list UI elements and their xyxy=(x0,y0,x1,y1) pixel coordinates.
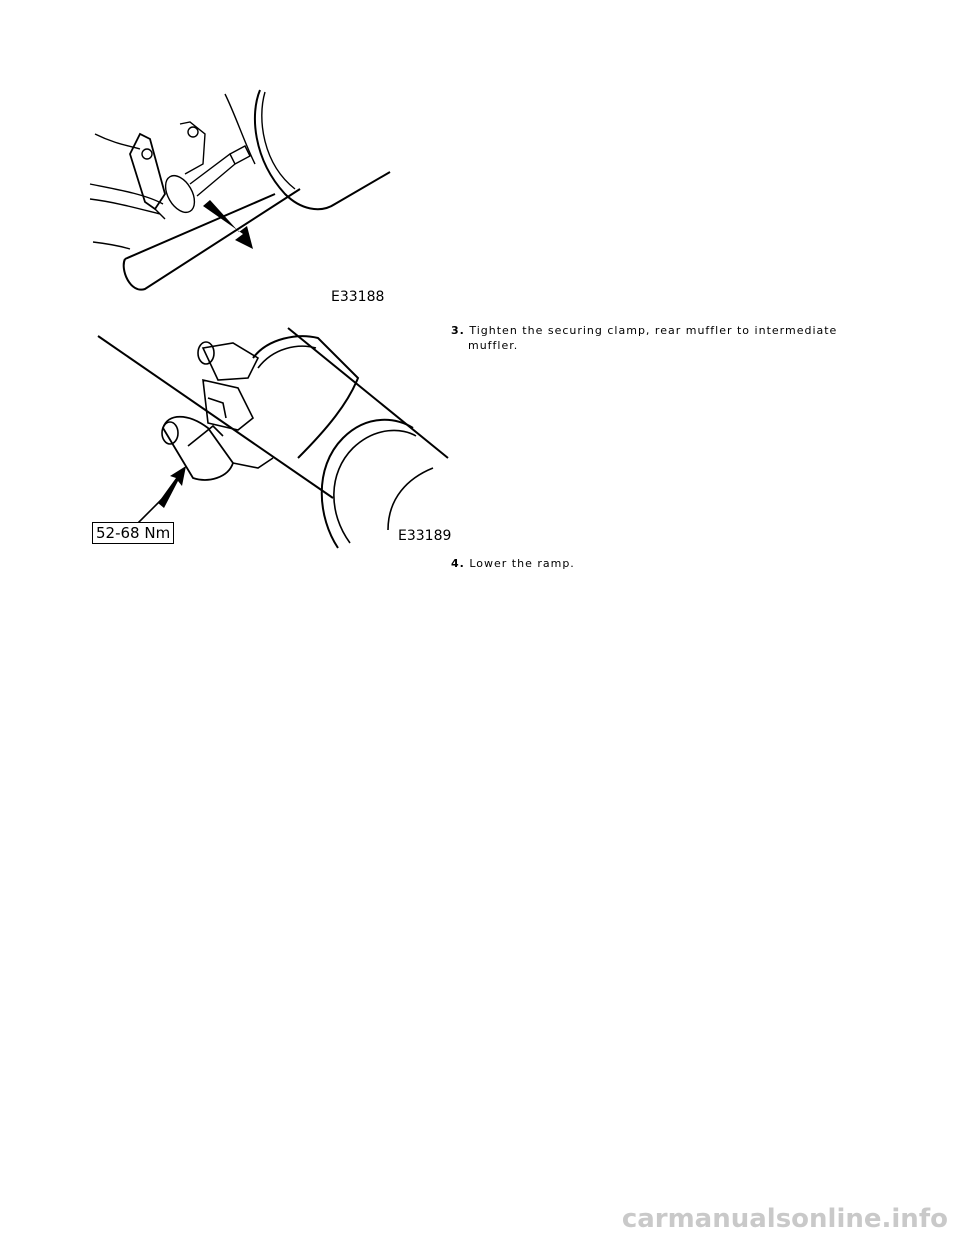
muffler-bracket-illustration xyxy=(85,84,415,314)
arrow-indicator-2 xyxy=(158,466,186,508)
step-3 xyxy=(451,323,851,353)
figure-label-e33189: E33189 xyxy=(398,528,452,544)
step-4 xyxy=(451,556,851,571)
step-3-number: 3. xyxy=(451,324,465,337)
torque-spec-box: 52-68 Nm xyxy=(92,522,174,544)
figure-label-e33188: E33188 xyxy=(331,289,385,305)
figure-e33188 xyxy=(85,84,415,314)
step-3-text-line1: Tighten the securing clamp, rear muffler to intermediate xyxy=(469,324,838,337)
figure-e33189 xyxy=(88,318,460,550)
clamp-illustration xyxy=(88,318,460,550)
step-3-text-line2: muffler. xyxy=(468,339,519,352)
step-4-number: 4. xyxy=(451,557,465,570)
step-4-text: Lower the ramp. xyxy=(469,557,575,570)
watermark: carmanualsonline.info xyxy=(621,1204,948,1234)
